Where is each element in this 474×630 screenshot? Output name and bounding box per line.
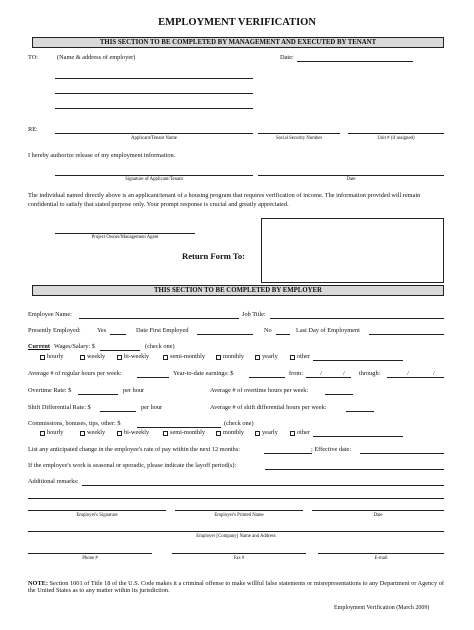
check-one-label: (check one) (145, 343, 175, 350)
employer-address-line-2[interactable] (55, 93, 253, 94)
date-label: Date: (280, 54, 294, 61)
applicant-caption: Applicant/Tenant Name (131, 136, 177, 141)
commissions-frequency-semi-monthly-label: semi-monthly (170, 429, 205, 436)
from-date-slashes: / / (305, 370, 351, 377)
note-label: NOTE: (28, 580, 48, 587)
employer-printed-name-line[interactable] (175, 510, 303, 511)
ssn-caption: Social Security Number (275, 136, 323, 141)
wages-frequency-semi-monthly-label: semi-monthly (170, 353, 205, 360)
from-label: from: (289, 370, 303, 377)
anticipated-label: List any anticipated change in the employee's rate of pay within the next 12 months: (28, 446, 241, 453)
employer-address-line[interactable] (28, 531, 444, 532)
wages-frequency-yearly-checkbox[interactable] (255, 355, 260, 360)
commissions-frequency-other-line[interactable] (313, 436, 403, 437)
fax-line[interactable] (172, 553, 306, 554)
avg-hours-line[interactable] (137, 377, 169, 378)
fax-caption: Fax # (233, 556, 245, 561)
shift-rate-label: Shift Differential Rate: $ (28, 404, 91, 411)
wages-frequency-other-checkbox[interactable] (290, 355, 295, 360)
employer-signature-line[interactable] (28, 510, 166, 511)
no-label: No (264, 327, 272, 334)
wages-frequency-yearly-label: yearly (262, 353, 278, 360)
wages-frequency-other-line[interactable] (313, 360, 403, 361)
last-day-label: Last Day of Employment (296, 327, 360, 334)
wages-label: Wages/Salary: $ (54, 343, 95, 350)
return-address-box[interactable] (261, 218, 444, 283)
commissions-frequency-weekly-label: weekly (87, 429, 106, 436)
employer-printed-name-caption: Employer's Printed Name (214, 513, 264, 518)
authorize-text: I hereby authorize release of my employment information. (28, 152, 176, 159)
per-hour-label-2: per hour (141, 404, 163, 411)
wages-frequency-monthly-checkbox[interactable] (216, 355, 221, 360)
notice-text: The individual named directly above is an applicant/tenant of a housing program that requires verification of income. The information provided will remain confidential to satisfy that stated purpose only. Your prompt response is crucial and greatly appreciated. (28, 192, 421, 208)
avg-hours-label: Average # of regular hours per week: (28, 370, 122, 377)
applicant-date-line[interactable] (258, 175, 444, 176)
ssn-line[interactable] (258, 133, 340, 134)
date-caption: Date (346, 177, 356, 182)
commissions-frequency-monthly-label: monthly (223, 429, 244, 436)
through-date-slashes: / / (390, 370, 442, 377)
overtime-rate-line[interactable] (78, 394, 118, 395)
employer-signature-caption: Employer's Signature (76, 513, 118, 518)
note-text: Section 1001 of Title 18 of the U.S. Code makes it a criminal offense to make willful false statements or misrepresentations to any Department or Agency of the United States as to any matter within its jurisdiction. (28, 580, 444, 594)
commissions-frequency-yearly-label: yearly (262, 429, 278, 436)
wages-frequency-bi-weekly-checkbox[interactable] (117, 355, 122, 360)
date-first-employed-label: Date First Employed (136, 327, 189, 334)
signature-caption: Signature of Applicant/Tenant (125, 177, 183, 182)
commissions-frequency-weekly-checkbox[interactable] (80, 431, 85, 436)
through-label: through: (359, 370, 381, 377)
agent-line[interactable] (55, 233, 195, 234)
last-day-line[interactable] (369, 334, 444, 335)
to-label: TO: (28, 54, 39, 61)
remarks-label: Additional remarks: (28, 478, 79, 485)
wages-frequency-hourly-checkbox[interactable] (40, 355, 45, 360)
employee-name-line[interactable] (79, 318, 239, 319)
form-title: EMPLOYMENT VERIFICATION (158, 17, 316, 28)
re-label: RE: (28, 126, 38, 133)
tenant-section-heading: THIS SECTION TO BE COMPLETED BY MANAGEMENT AND EXECUTED BY TENANT (32, 37, 444, 48)
shift-rate-line[interactable] (100, 411, 136, 412)
ytd-line[interactable] (249, 377, 285, 378)
unit-line[interactable] (348, 133, 444, 134)
employer-address-line-3[interactable] (55, 108, 253, 109)
anticipated-line[interactable] (264, 453, 312, 454)
employer-hint: (Name & address of employer) (57, 54, 136, 61)
presently-employed-label: Presently Employed: (28, 327, 81, 334)
wages-frequency-weekly-checkbox[interactable] (80, 355, 85, 360)
legal-note (28, 581, 446, 594)
commissions-frequency-yearly-checkbox[interactable] (255, 431, 260, 436)
wages-frequency-semi-monthly-checkbox[interactable] (163, 355, 168, 360)
job-title-line[interactable] (270, 318, 444, 319)
wages-frequency-bi-weekly-label: bi-weekly (124, 353, 150, 360)
wages-line[interactable] (100, 350, 140, 351)
employer-section-heading: THIS SECTION TO BE COMPLETED BY EMPLOYER (32, 285, 444, 296)
request-date-line[interactable] (297, 61, 413, 62)
overtime-rate-label: Overtime Rate: $ (28, 387, 72, 394)
yes-label: Yes (97, 327, 107, 334)
job-title-label: Job Title: (242, 311, 266, 318)
yes-line[interactable] (110, 334, 126, 335)
form-footer: Employment Verification (March 2009) (334, 605, 430, 611)
current-label: Current (28, 343, 50, 350)
commissions-frequency-bi-weekly-checkbox[interactable] (117, 431, 122, 436)
effective-date-label: ; Effective date: (311, 446, 352, 453)
date-first-employed-line[interactable] (197, 334, 253, 335)
commissions-frequency-monthly-checkbox[interactable] (216, 431, 221, 436)
unit-caption: Unit # (if assigned) (377, 136, 415, 141)
remarks-line-2[interactable] (28, 498, 444, 499)
commissions-frequency-other-checkbox[interactable] (290, 431, 295, 436)
effective-date-line[interactable] (360, 453, 444, 454)
wages-frequency-hourly-label: hourly (47, 353, 64, 360)
commissions-frequency-semi-monthly-checkbox[interactable] (163, 431, 168, 436)
commissions-label: Commissions, bonuses, tips, other: $ (28, 420, 121, 427)
agent-caption: Project Owner/Management Agent (91, 235, 159, 240)
avg-shift-line[interactable] (346, 411, 374, 412)
return-form-label: Return Form To: (182, 251, 246, 261)
per-hour-label-1: per hour (123, 387, 145, 394)
avg-overtime-label: Average # of overtime hours per week: (210, 387, 309, 394)
wages-frequency-weekly-label: weekly (87, 353, 106, 360)
phone-caption: Phone # (82, 556, 98, 561)
wages-frequency-monthly-label: monthly (223, 353, 244, 360)
commissions-line[interactable] (137, 427, 221, 428)
applicant-signature-line[interactable] (55, 175, 253, 176)
seasonal-line[interactable] (265, 469, 444, 470)
check-one-label-2: (check one) (224, 420, 254, 427)
employer-date-caption: Date (373, 513, 383, 518)
seasonal-label: If the employee's work is seasonal or sporadic, please indicate the layoff period(s): (28, 462, 237, 469)
commissions-frequency-bi-weekly-label: bi-weekly (124, 429, 150, 436)
applicant-name-line[interactable] (55, 133, 253, 134)
email-line[interactable] (318, 553, 444, 554)
phone-line[interactable] (28, 553, 152, 554)
commissions-frequency-other-label: other (297, 429, 310, 436)
avg-overtime-line[interactable] (325, 394, 353, 395)
commissions-frequency-hourly-checkbox[interactable] (40, 431, 45, 436)
remarks-line-1[interactable] (82, 485, 444, 486)
ytd-label: Year-to-date earnings: $ (173, 370, 234, 377)
employer-address-line-1[interactable] (55, 78, 253, 79)
employer-date-line[interactable] (312, 510, 444, 511)
commissions-frequency-hourly-label: hourly (47, 429, 64, 436)
wages-frequency-other-label: other (297, 353, 310, 360)
no-line[interactable] (276, 334, 290, 335)
avg-shift-label: Average # of shift differential hours per week: (210, 404, 327, 411)
employee-name-label: Employee Name: (28, 311, 72, 318)
email-caption: E-mail (374, 556, 388, 561)
employer-address-caption: Employer [Company] Name and Address (196, 534, 276, 539)
